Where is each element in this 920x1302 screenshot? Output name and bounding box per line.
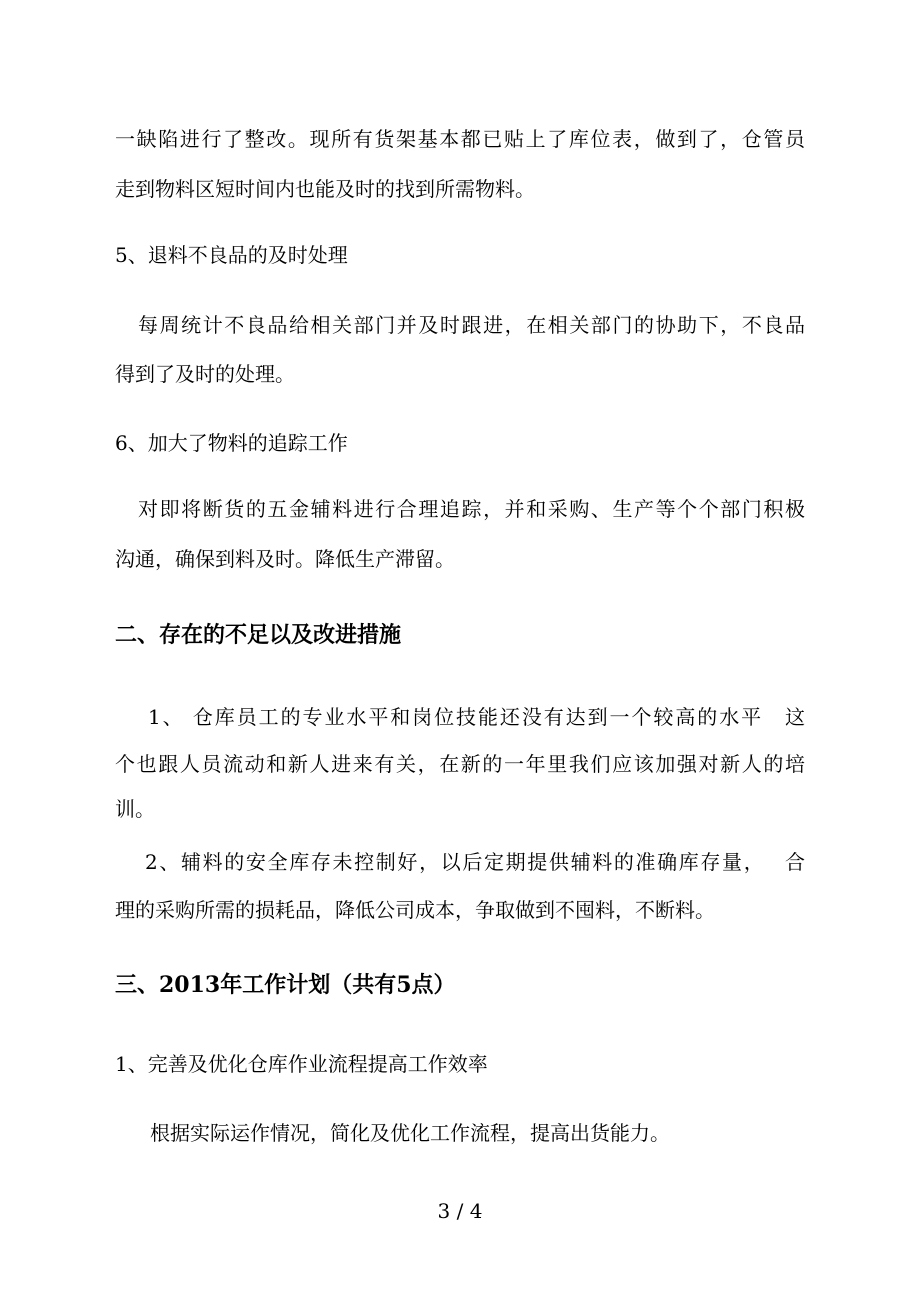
paragraph-line: 得到了及时的处理。	[115, 362, 295, 386]
subheading-1: 1、完善及优化仓库作业流程提高工作效率	[115, 1052, 488, 1076]
paragraph-line: 对即将断货的五金辅料进行合理追踪，并和采购、生产等个个部门积极	[138, 497, 805, 521]
subheading-6: 6、加大了物料的追踪工作	[115, 431, 348, 455]
list-item-line: 训。	[115, 797, 155, 821]
paragraph-line: 每周统计不良品给相关部门并及时跟进，在相关部门的协助下，不良品	[138, 313, 805, 337]
paragraph-line: 根据实际运作情况，简化及优化工作流程，提高出货能力。	[150, 1121, 670, 1145]
section-heading-2: 二、存在的不足以及改进措施	[115, 622, 402, 648]
paragraph-line: 沟通，确保到料及时。降低生产滞留。	[115, 547, 455, 571]
subheading-5: 5、退料不良品的及时处理	[115, 243, 348, 267]
list-item-line: 个也跟人员流动和新人进来有关，在新的一年里我们应该加强对新人的培	[115, 752, 805, 776]
list-item-line: 1、 仓库员工的专业水平和岗位技能还没有达到一个较高的水平 这	[148, 705, 805, 729]
list-item-line: 理的采购所需的损耗品，降低公司成本，争取做到不囤料，不断料。	[115, 898, 715, 922]
paragraph-line: 走到物料区短时间内也能及时的找到所需物料。	[115, 177, 535, 201]
paragraph-line: 一缺陷进行了整改。现所有货架基本都已贴上了库位表，做到了，仓管员	[115, 127, 805, 151]
list-item-line: 2、辅料的安全库存未控制好，以后定期提供辅料的准确库存量， 合	[145, 850, 805, 874]
section-heading-3: 三、2013年工作计划（共有5点）	[115, 972, 456, 998]
page-number: 3 / 4	[437, 1199, 483, 1223]
